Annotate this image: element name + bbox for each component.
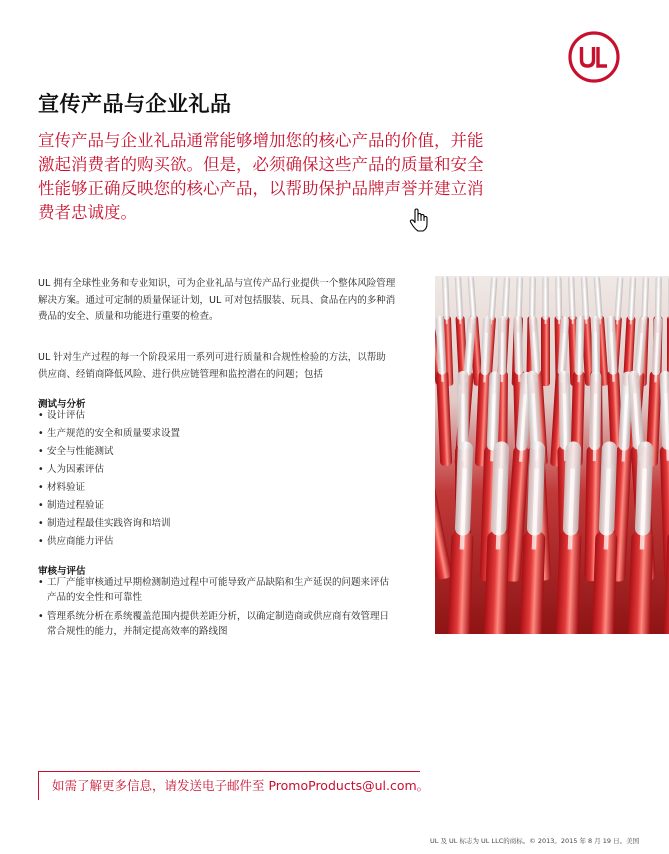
section-title-testing: 测试与分析 [38, 399, 86, 410]
bullet-icon: • [38, 536, 44, 547]
footer-trademark: UL 及 UL 标志为 UL LLC的商标。© 2013。2015 年 8 月 19 日。美国 [430, 837, 640, 845]
list-item: • 制造过程验证 [38, 500, 105, 511]
page-title: 宣传产品与企业礼品 [38, 92, 232, 116]
bullet-icon: • [38, 500, 44, 511]
list-item: • 供应商能力评估 [38, 536, 114, 547]
bullet-icon: • [38, 446, 44, 457]
hand-cursor-icon [408, 207, 432, 233]
intro-paragraph: UL 拥有全球性业务和专业知识，可为企业礼品与宣传产品行业提供一个整体风险管理解决方案。通过可定制的质量保证计划，UL 可对包括服装、玩具、食品在内的多种消费品的安全、质量和功能进行重要的检查。 [38, 278, 396, 322]
process-paragraph: UL 针对生产过程的每一个阶段采用一系列可进行质量和合规性检验的方法，以帮助供应商、经销商降低风险、进行供应链管理和监控潜在的问题；包括 [38, 352, 386, 380]
lead-paragraph: 宣传产品与企业礼品通常能够增加您的核心产品的价值，并能激起消费者的购买欲。但是，必须确保这些产品的质量和安全性能够正确反映您的核心产品，以帮助保护品牌声誉并建立消费者忠诚度。 [38, 131, 484, 222]
list-item: • 生产规范的安全和质量要求设置 [38, 428, 181, 439]
list-item: • 安全与性能测试 [38, 446, 114, 457]
bullet-icon: • [38, 518, 44, 529]
list-item: • 材料验证 [38, 482, 86, 493]
bullet-icon: • [38, 482, 44, 493]
bullet-icon: • [38, 611, 44, 622]
list-item: • 工厂产能审核通过早期检测制造过程中可能导致产品缺陷和生产延误的问题来评估产品的安全性和可靠性 [38, 577, 390, 603]
bullet-icon: • [38, 577, 44, 588]
bullet-icon: • [38, 464, 44, 475]
list-item: • 管理系统分析在系统覆盖范围内提供差距分析，以确定制造商或供应商有效管理日常合规性的能力，并制定提高效率的路线图 [38, 611, 390, 637]
list-item: • 人为因素评估 [38, 464, 105, 475]
section-title-audit: 审核与评估 [38, 566, 86, 577]
list-item: • 设计评估 [38, 410, 86, 421]
contact-info[interactable]: 如需了解更多信息，请发送电子邮件至 PromoProducts@ul.com。 [52, 778, 430, 793]
testing-list [38, 408, 398, 552]
ul-logo [568, 31, 620, 83]
bullet-icon: • [38, 410, 44, 421]
audit-list [38, 575, 398, 643]
red-pens-photo [435, 276, 669, 634]
bullet-icon: • [38, 428, 44, 439]
list-item: • 制造过程最佳实践咨询和培训 [38, 518, 171, 529]
